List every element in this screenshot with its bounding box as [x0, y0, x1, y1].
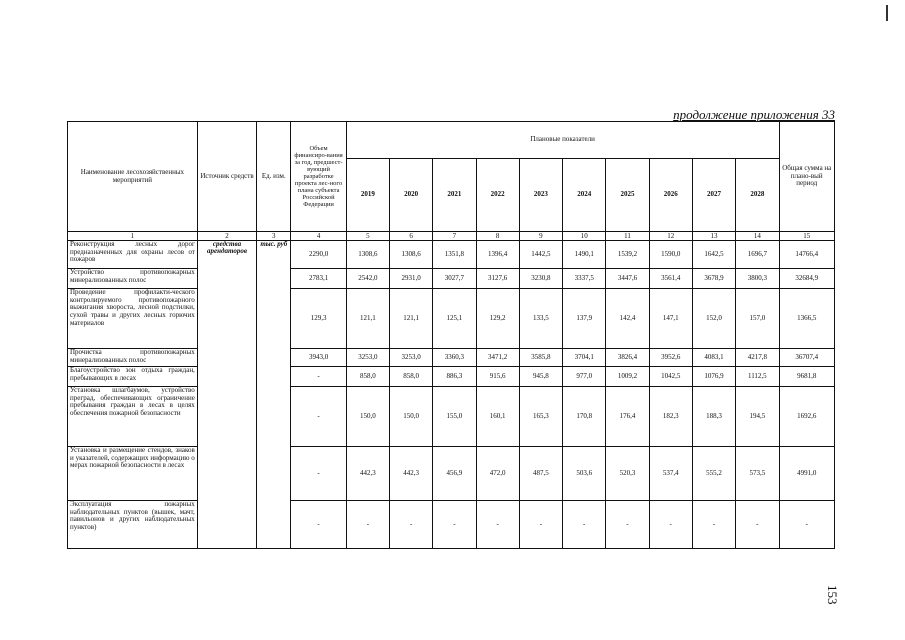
planned-value: 520,3: [606, 447, 649, 501]
planned-value: 182,3: [649, 387, 692, 447]
column-number: 3: [257, 232, 291, 241]
column-number: 8: [476, 232, 519, 241]
planned-value: 1308,6: [390, 241, 433, 269]
planned-value: 3952,6: [649, 349, 692, 367]
planned-value: 573,5: [736, 447, 779, 501]
planned-value: -: [606, 501, 649, 549]
funding-source: средства арендаторов: [197, 241, 256, 549]
total-value: 14766,4: [779, 241, 834, 269]
planned-value: -: [519, 501, 562, 549]
column-number: 10: [563, 232, 606, 241]
planned-value: 503,6: [563, 447, 606, 501]
base-year-financing: -: [291, 387, 346, 447]
planned-value: 3360,3: [433, 349, 476, 367]
table-body: [68, 241, 835, 549]
planned-value: 3253,0: [346, 349, 389, 367]
planned-value: 4217,8: [736, 349, 779, 367]
header-unit: Ед. изм.: [257, 122, 291, 232]
planned-value: 977,0: [563, 367, 606, 387]
activity-name: Устройство противопожарных минерализованных полос: [68, 269, 198, 289]
column-number: 9: [519, 232, 562, 241]
column-number: 7: [433, 232, 476, 241]
base-year-financing: 2783,1: [291, 269, 346, 289]
table-row: [68, 367, 835, 387]
planned-value: -: [433, 501, 476, 549]
column-number: 5: [346, 232, 389, 241]
planned-value: -: [476, 501, 519, 549]
planned-value: 121,1: [346, 289, 389, 349]
planned-value: -: [563, 501, 606, 549]
unit-of-measure: тыс. руб: [257, 241, 291, 549]
column-number: 13: [692, 232, 735, 241]
header-total: Общая сумма на плано-вый период: [779, 122, 834, 232]
planned-value: 537,4: [649, 447, 692, 501]
planned-value: 142,4: [606, 289, 649, 349]
planned-value: 137,9: [563, 289, 606, 349]
base-year-financing: -: [291, 447, 346, 501]
planned-value: 3337,5: [563, 269, 606, 289]
planned-value: 176,4: [606, 387, 649, 447]
planned-value: 3826,4: [606, 349, 649, 367]
planned-value: 3230,8: [519, 269, 562, 289]
planned-value: 3561,4: [649, 269, 692, 289]
planned-value: 152,0: [692, 289, 735, 349]
table-row: [68, 269, 835, 289]
planned-value: 442,3: [346, 447, 389, 501]
planned-value: 150,0: [390, 387, 433, 447]
header-source: Источник средств: [197, 122, 256, 232]
activity-name: Установка шлагбаумов, устройство преград, обеспечивающих ограничение пребывания граждан в лесах в целях обеспечения пожарной безопасности: [68, 387, 198, 447]
planned-value: 129,2: [476, 289, 519, 349]
planned-value: 165,3: [519, 387, 562, 447]
total-value: 9681,8: [779, 367, 834, 387]
column-number: 14: [736, 232, 779, 241]
year-header: 2020: [390, 159, 433, 232]
planned-value: 915,6: [476, 367, 519, 387]
year-header: 2023: [519, 159, 562, 232]
planned-value: 150,0: [346, 387, 389, 447]
planned-value: 125,1: [433, 289, 476, 349]
planned-value: 1042,5: [649, 367, 692, 387]
planned-value: 1076,9: [692, 367, 735, 387]
planned-value: 1539,2: [606, 241, 649, 269]
column-number: 11: [606, 232, 649, 241]
base-year-financing: -: [291, 367, 346, 387]
column-number: 4: [291, 232, 346, 241]
year-header: 2028: [736, 159, 779, 232]
planned-value: 3127,6: [476, 269, 519, 289]
planned-value: 1490,1: [563, 241, 606, 269]
planned-value: 858,0: [346, 367, 389, 387]
activity-name: Эксплуатация пожарных наблюдательных пунктов (вышек, мачт, павильонов и других наблюдательных пунктов): [68, 501, 198, 549]
planned-value: 3800,3: [736, 269, 779, 289]
planned-value: 3447,6: [606, 269, 649, 289]
planned-value: 121,1: [390, 289, 433, 349]
planned-value: 2931,0: [390, 269, 433, 289]
column-number: 1: [68, 232, 198, 241]
planned-value: 886,3: [433, 367, 476, 387]
base-year-financing: 3943,0: [291, 349, 346, 367]
planned-value: 3585,8: [519, 349, 562, 367]
planned-value: 1112,5: [736, 367, 779, 387]
header-name: Наименование лесохозяйственных мероприятий: [68, 122, 198, 232]
financing-table: [67, 121, 835, 549]
planned-value: 945,8: [519, 367, 562, 387]
planned-value: 1308,6: [346, 241, 389, 269]
planned-value: 3027,7: [433, 269, 476, 289]
table-caption: продолжение приложения 33: [673, 107, 835, 122]
planned-value: 858,0: [390, 367, 433, 387]
planned-value: 3471,2: [476, 349, 519, 367]
table-row: [68, 349, 835, 367]
planned-value: 555,2: [692, 447, 735, 501]
planned-value: 2542,0: [346, 269, 389, 289]
planned-value: 157,0: [736, 289, 779, 349]
base-year-financing: 2290,0: [291, 241, 346, 269]
planned-value: 170,8: [563, 387, 606, 447]
year-header: 2025: [606, 159, 649, 232]
base-year-financing: -: [291, 501, 346, 549]
planned-value: 188,3: [692, 387, 735, 447]
total-value: -: [779, 501, 834, 549]
table-row: [68, 241, 835, 269]
activity-name: Прочистка противопожарных минерализованных полос: [68, 349, 198, 367]
planned-value: 1351,8: [433, 241, 476, 269]
planned-value: 456,9: [433, 447, 476, 501]
planned-value: -: [649, 501, 692, 549]
planned-value: -: [692, 501, 735, 549]
planned-value: 3704,1: [563, 349, 606, 367]
planned-value: 194,5: [736, 387, 779, 447]
column-number-row: [68, 232, 835, 241]
planned-value: 1696,7: [736, 241, 779, 269]
header-planned: Плановые показатели: [346, 122, 779, 159]
base-year-financing: 129,3: [291, 289, 346, 349]
total-value: 4991,0: [779, 447, 834, 501]
table-row: [68, 289, 835, 349]
column-number: 15: [779, 232, 834, 241]
planned-value: -: [346, 501, 389, 549]
activity-name: Установка и размещение стендов, знаков и указателей, содержащих информацию о мерах пожарной безопасности в лесах: [68, 447, 198, 501]
year-header: 2019: [346, 159, 389, 232]
header-financing: Объем финансиро-вания за год, предшест-вующий разработке проекта лес-ного плана субъекта Российской Федерации: [291, 122, 346, 232]
planned-value: 160,1: [476, 387, 519, 447]
activity-name: Благоустройство зон отдыха граждан, пребывающих в лесах: [68, 367, 198, 387]
planned-value: 1009,2: [606, 367, 649, 387]
total-value: 1692,6: [779, 387, 834, 447]
table-row: [68, 387, 835, 447]
planned-value: 155,0: [433, 387, 476, 447]
planned-value: 442,3: [390, 447, 433, 501]
column-number: 12: [649, 232, 692, 241]
planned-value: 3678,9: [692, 269, 735, 289]
planned-value: 4083,1: [692, 349, 735, 367]
scan-artifact-mark: [886, 5, 888, 21]
planned-value: -: [390, 501, 433, 549]
column-number: 2: [197, 232, 256, 241]
activity-name: Проведение профилакти-ческого контролируемого противопожарного выжигания хвороста, лесной подстилки, сухой травы и других лесных горючих материалов: [68, 289, 198, 349]
planned-value: 147,1: [649, 289, 692, 349]
planned-value: 1442,5: [519, 241, 562, 269]
year-header: 2024: [563, 159, 606, 232]
planned-value: 1396,4: [476, 241, 519, 269]
year-header: 2021: [433, 159, 476, 232]
year-header: 2027: [692, 159, 735, 232]
planned-value: -: [736, 501, 779, 549]
activity-name: Реконструкция лесных дорог предназначенных для охраны лесов от пожаров: [68, 241, 198, 269]
column-number: 6: [390, 232, 433, 241]
planned-value: 1590,0: [649, 241, 692, 269]
total-value: 36707,4: [779, 349, 834, 367]
total-value: 1366,5: [779, 289, 834, 349]
total-value: 32684,9: [779, 269, 834, 289]
planned-value: 1642,5: [692, 241, 735, 269]
year-header: 2022: [476, 159, 519, 232]
planned-value: 487,5: [519, 447, 562, 501]
planned-value: 3253,0: [390, 349, 433, 367]
planned-value: 133,5: [519, 289, 562, 349]
planned-value: 472,0: [476, 447, 519, 501]
year-header: 2026: [649, 159, 692, 232]
table-row: [68, 501, 835, 549]
table-row: [68, 447, 835, 501]
page-number: 153: [825, 585, 840, 605]
